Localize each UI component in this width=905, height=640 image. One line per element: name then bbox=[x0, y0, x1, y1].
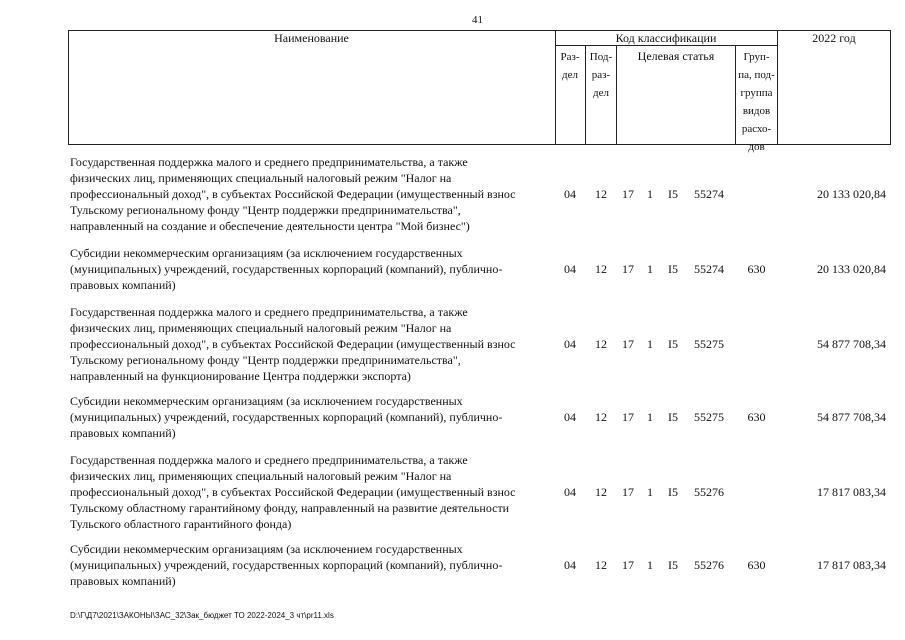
cell-c4: 55274 bbox=[694, 187, 724, 201]
cell-amount: 17 817 083,34 bbox=[817, 485, 886, 499]
row-description: Субсидии некоммерческим организациям (за исключением государственных (муниципальных) учреждений, государственных корпораций (компаний), публично- правовых компаний) bbox=[70, 394, 503, 440]
row-description: Государственная поддержка малого и среднего предпринимательства, а также физических лиц, применяющих специальный налоговый режим "Налог на профессиональный доход", в субъектах Российской Федерации (имущественный взнос Тульскому региональному фонду "Центр поддержки предпринимательства", направленный на создание и обеспечение деятельности центра "Мой бизнес") bbox=[70, 155, 516, 233]
header-name: Наименование bbox=[274, 31, 349, 45]
cell-pr: 12 bbox=[595, 558, 607, 572]
cell-amount: 54 877 708,34 bbox=[817, 337, 886, 351]
cell-c1: 17 bbox=[622, 187, 634, 201]
cell-c4: 55275 bbox=[694, 410, 724, 424]
row-description: Субсидии некоммерческим организациям (за исключением государственных (муниципальных) учреждений, государственных корпораций (компаний), публично- правовых компаний) bbox=[70, 246, 503, 292]
header-section: Раз- дел bbox=[560, 51, 580, 81]
header-target: Целевая статья bbox=[637, 49, 715, 63]
cell-pr: 12 bbox=[595, 410, 607, 424]
cell-c1: 17 bbox=[622, 558, 634, 572]
header-year: 2022 год bbox=[812, 31, 856, 45]
file-path-footer: D:\Г\Д7\2021\ЗАКОНЫ\ЗАС_32\Зак_бюджет ТО 2022-2024_3 чт\pr11.xls bbox=[70, 611, 334, 620]
page-number: 41 bbox=[472, 14, 483, 26]
cell-c4: 55274 bbox=[694, 262, 724, 276]
cell-rz: 04 bbox=[564, 337, 576, 351]
cell-c1: 17 bbox=[622, 262, 634, 276]
cell-rz: 04 bbox=[564, 485, 576, 499]
cell-rz: 04 bbox=[564, 262, 576, 276]
cell-amount: 20 133 020,84 bbox=[817, 262, 886, 276]
header-group: Груп- па, под- группа видов расхо- дов bbox=[738, 51, 775, 153]
cell-rz: 04 bbox=[564, 410, 576, 424]
cell-amount: 20 133 020,84 bbox=[817, 187, 886, 201]
cell-c1: 17 bbox=[622, 337, 634, 351]
cell-pr: 12 bbox=[595, 485, 607, 499]
cell-pr: 12 bbox=[595, 262, 607, 276]
cell-c3: I5 bbox=[668, 262, 678, 276]
cell-amount: 54 877 708,34 bbox=[817, 410, 886, 424]
cell-c3: I5 bbox=[668, 558, 678, 572]
cell-c2: 1 bbox=[647, 485, 653, 499]
cell-c3: I5 bbox=[668, 337, 678, 351]
cell-c3: I5 bbox=[668, 410, 678, 424]
cell-c4: 55276 bbox=[694, 558, 724, 572]
cell-c2: 1 bbox=[647, 337, 653, 351]
cell-vr: 630 bbox=[747, 558, 766, 572]
row-description: Государственная поддержка малого и среднего предпринимательства, а также физических лиц, применяющих специальный налоговый режим "Налог на профессиональный доход", в субъектах Российской Федерации (имущественный взнос Тульскому областному гарантийному фонду, направленный на развитие деятельности Тульского областного гарантийного фонда) bbox=[70, 453, 516, 531]
cell-rz: 04 bbox=[564, 558, 576, 572]
header-subsection: Под- раз- дел bbox=[589, 51, 613, 99]
cell-pr: 12 bbox=[595, 187, 607, 201]
cell-c1: 17 bbox=[622, 485, 634, 499]
cell-c4: 55276 bbox=[694, 485, 724, 499]
cell-c4: 55275 bbox=[694, 337, 724, 351]
cell-amount: 17 817 083,34 bbox=[817, 558, 886, 572]
cell-vr: 630 bbox=[747, 410, 766, 424]
cell-c1: 17 bbox=[622, 410, 634, 424]
cell-rz: 04 bbox=[564, 187, 576, 201]
cell-c2: 1 bbox=[647, 410, 653, 424]
cell-c2: 1 bbox=[647, 262, 653, 276]
cell-c2: 1 bbox=[647, 187, 653, 201]
header-code: Код классификации bbox=[615, 31, 717, 45]
table-header bbox=[68, 30, 891, 153]
cell-c3: I5 bbox=[668, 187, 678, 201]
row-description: Субсидии некоммерческим организациям (за исключением государственных (муниципальных) учреждений, государственных корпораций (компаний), публично- правовых компаний) bbox=[70, 542, 503, 588]
cell-vr: 630 bbox=[747, 262, 766, 276]
row-description: Государственная поддержка малого и среднего предпринимательства, а также физических лиц, применяющих специальный налоговый режим "Налог на профессиональный доход", в субъектах Российской Федерации (имущественный взнос Тульскому региональному фонду "Центр поддержки предпринимательства", направленный на функционирование Центра поддержки экспорта) bbox=[70, 305, 516, 383]
cell-c2: 1 bbox=[647, 558, 653, 572]
cell-c3: I5 bbox=[668, 485, 678, 499]
cell-pr: 12 bbox=[595, 337, 607, 351]
